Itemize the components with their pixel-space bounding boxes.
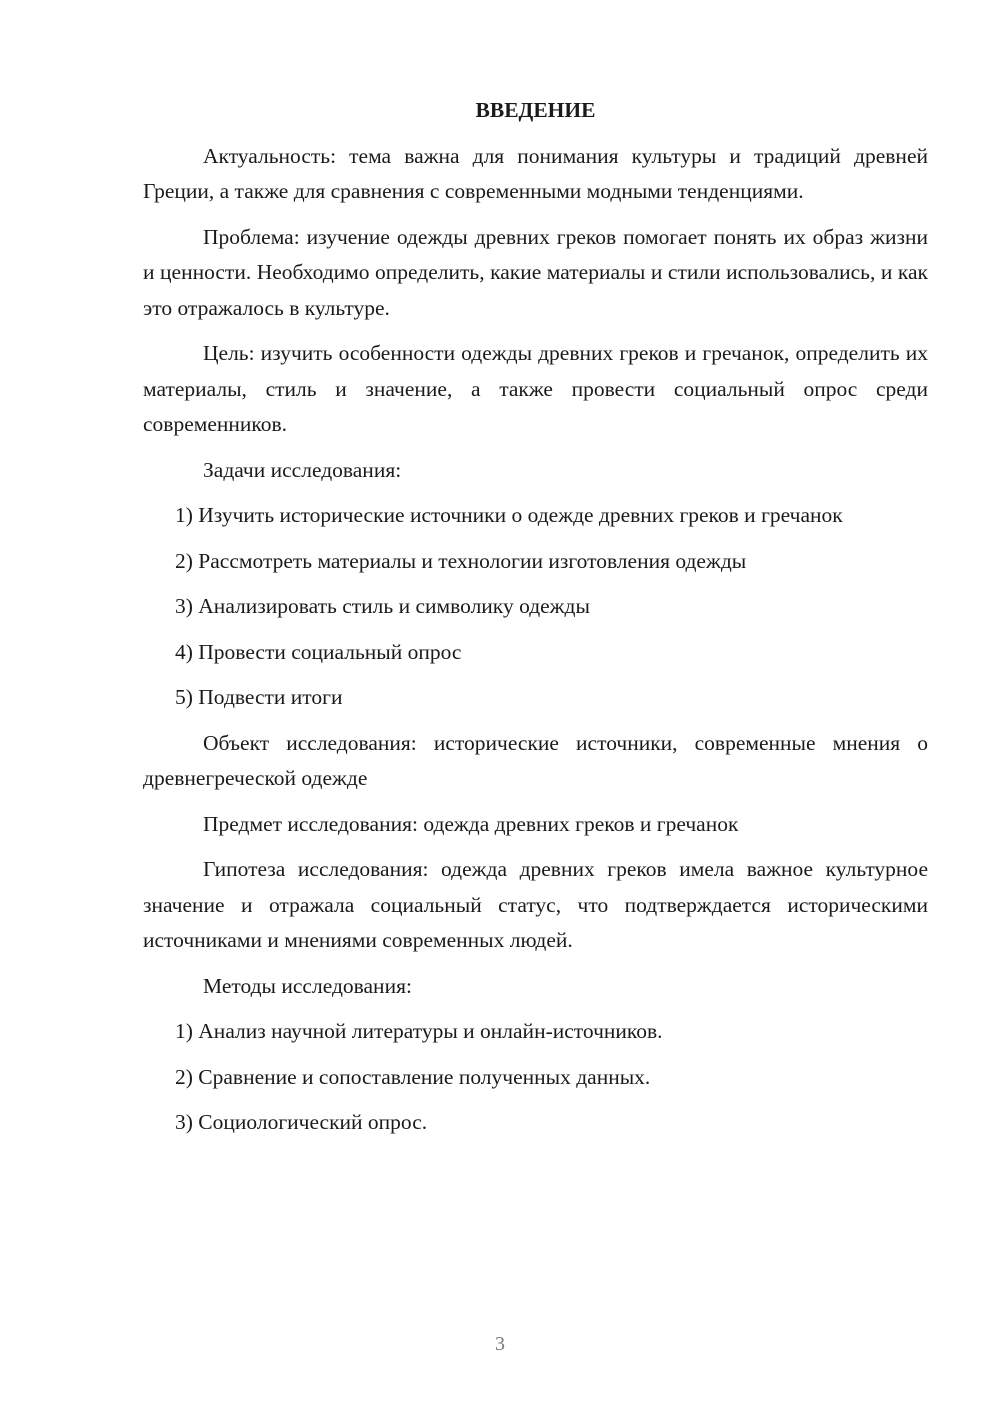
task-item-4: 4) Провести социальный опрос <box>175 639 462 664</box>
tasks-heading: Задачи исследования: <box>203 457 402 482</box>
problem-paragraph: Проблема: изучение одежды древних греков помогает понять их образ жизни и ценности. Необходимо определить, какие материалы и стили использовались, и как это отражалось в культуре. <box>143 224 928 320</box>
page-number: 3 <box>495 1333 505 1355</box>
method-item-2: 2) Сравнение и сопоставление полученных данных. <box>175 1064 651 1089</box>
method-item-3: 3) Социологический опрос. <box>175 1110 428 1134</box>
method-item-1: 1) Анализ научной литературы и онлайн-источников. <box>175 1019 663 1043</box>
document-page <box>143 93 928 1151</box>
task-item-3: 3) Анализировать стиль и символику одежды <box>175 594 590 618</box>
goal-paragraph: Цель: изучить особенности одежды древних греков и гречанок, определить их материалы, стиль и значение, а также провести социальный опрос среди современников. <box>143 341 928 436</box>
subject-paragraph: Предмет исследования: одежда древних греков и гречанок <box>203 811 739 836</box>
object-paragraph: Объект исследования: исторические источники, современные мнения о древнегреческой одежде <box>143 730 928 790</box>
task-item-1: 1) Изучить исторические источники о одежде древних греков и гречанок <box>175 503 843 527</box>
task-item-2: 2) Рассмотреть материалы и технологии изготовления одежды <box>175 548 747 573</box>
methods-heading: Методы исследования: <box>203 973 412 998</box>
relevance-paragraph: Актуальность: тема важна для понимания культуры и традиций древней Греции, а также для сравнения с современными модными тенденциями. <box>143 143 928 203</box>
task-item-5: 5) Подвести итоги <box>175 685 343 709</box>
section-title: ВВЕДЕНИЕ <box>475 98 596 122</box>
hypothesis-paragraph: Гипотеза исследования: одежда древних греков имела важное культурное значение и отражала социальный статус, что подтверждается историческими источниками и мнениями современных людей. <box>143 857 928 952</box>
